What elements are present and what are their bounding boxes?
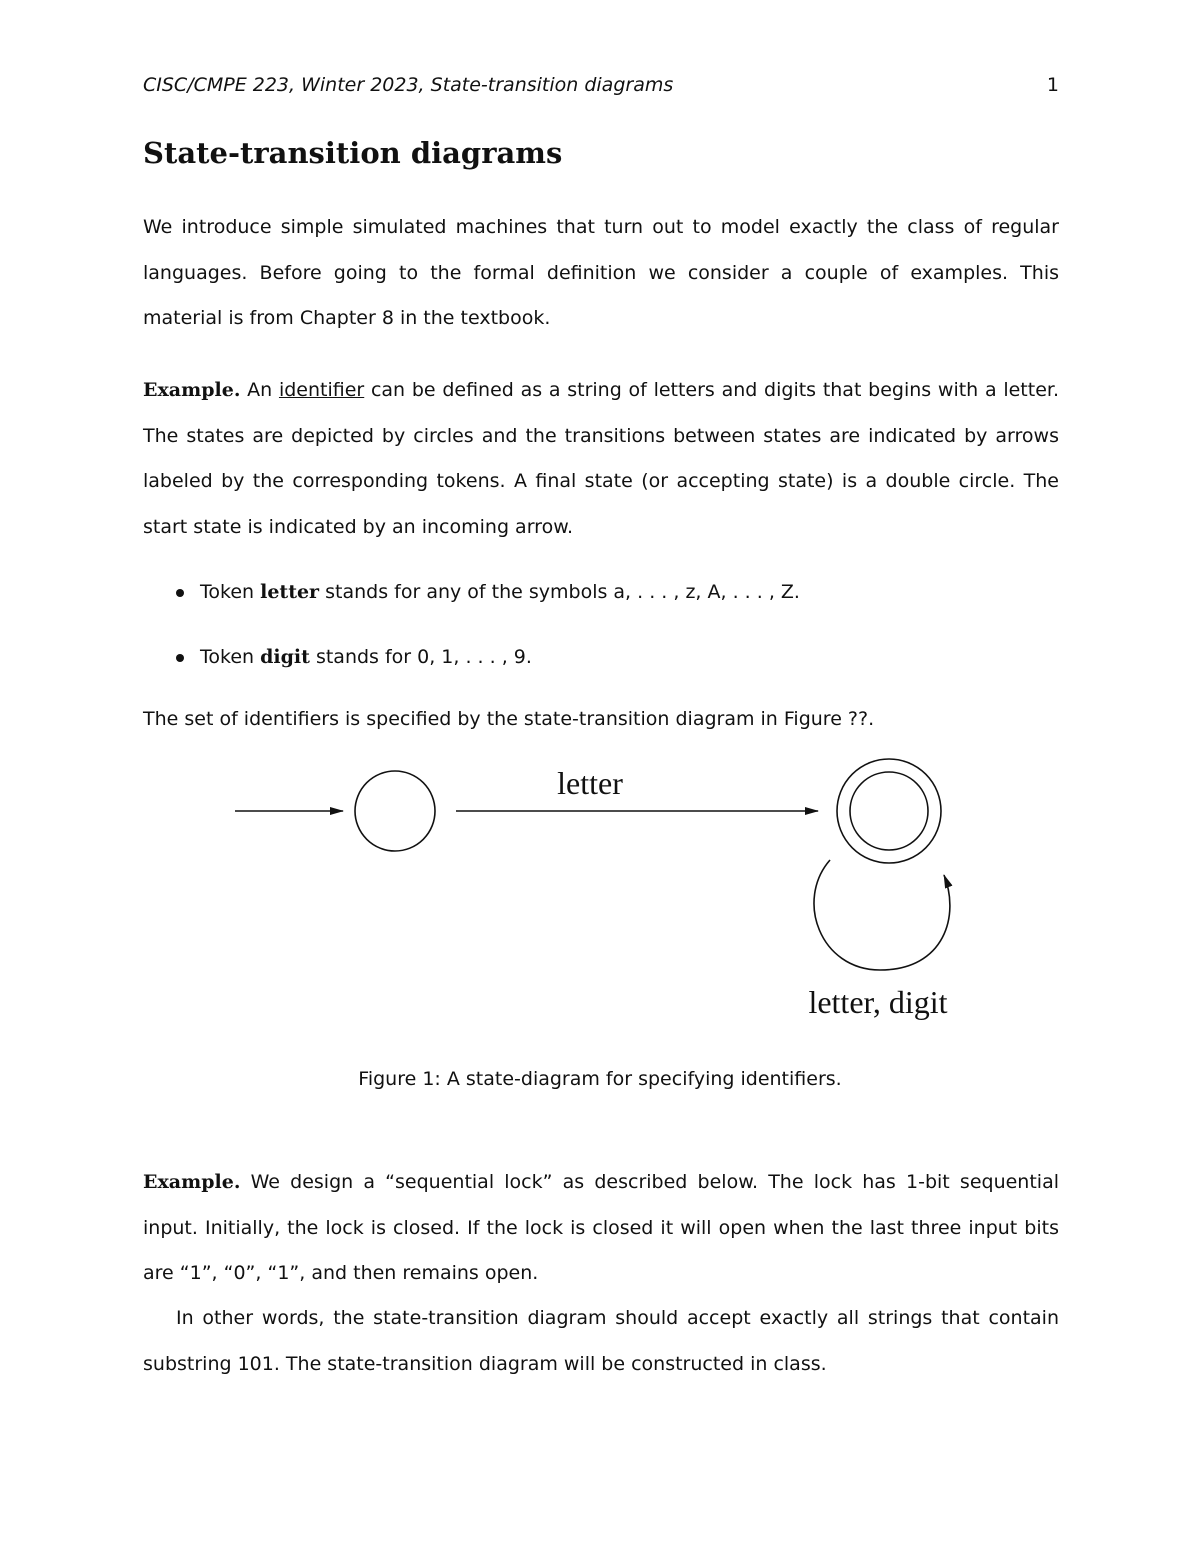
self-loop-arrow: [814, 860, 950, 970]
token-list: [143, 577, 1059, 707]
figure-caption: Figure 1: A state-diagram for specifying identifiers.: [358, 1068, 842, 1090]
page-number: 1: [1046, 74, 1059, 96]
example1-text-a: An: [240, 379, 279, 401]
page-title: State-transition diagrams: [143, 136, 563, 170]
running-title: CISC/CMPE 223, Winter 2023, State-transition diagrams: [143, 74, 674, 96]
intro-paragraph: We introduce simple simulated machines that turn out to model exactly the class of regular languages. Before going to the formal definition we consider a couple of examples. This material is from Chapter 8 in the textbook.: [143, 216, 1059, 329]
transition-label: letter: [557, 765, 623, 801]
running-header: [143, 74, 1059, 96]
bullet-text: Token: [200, 581, 261, 603]
example2-text: We design a “sequential lock” as described below. The lock has 1-bit sequential input. Initially, the lock is closed. If the lock is closed it will open when the last three input bits are “1”, “0”, “1”, and then remains open.: [143, 1171, 1059, 1284]
start-state-circle: [355, 771, 435, 851]
example1-label: Example.: [143, 379, 241, 401]
state-diagram: [0, 740, 1200, 1040]
token-name: digit: [260, 646, 310, 668]
bullet-text: Token: [200, 646, 261, 668]
bullet-text: stands for 0, 1, . . . , 9.: [309, 646, 532, 668]
figure-reference: The set of identifiers is specified by the state-transition diagram in Figure ??.: [143, 708, 875, 730]
closing-paragraph: In other words, the state-transition diagram should accept exactly all strings that contain substring 101. The state-transition diagram will be constructed in class.: [143, 1307, 1059, 1375]
final-state-inner-circle: [850, 772, 928, 850]
identifier-term: identifier: [278, 379, 365, 401]
example2-paragraph: [143, 1160, 1059, 1297]
example1-paragraph: [143, 368, 1059, 550]
example1-text-b: can be defined as a string of letters and digits that begins with a letter. The states are depicted by circles and the transitions between states are indicated by arrows labeled by the corresponding tokens. A final state (or accepting state) is a double circle. The start state is indicated by an incoming arrow.: [143, 379, 1059, 538]
loop-label: letter, digit: [808, 984, 948, 1020]
list-item: [143, 577, 1059, 642]
token-name: letter: [260, 581, 320, 603]
example2-label: Example.: [143, 1171, 241, 1193]
bullet-text: stands for any of the symbols a, . . . , z, A, . . . , Z.: [319, 581, 800, 603]
final-state-outer-circle: [837, 759, 941, 863]
